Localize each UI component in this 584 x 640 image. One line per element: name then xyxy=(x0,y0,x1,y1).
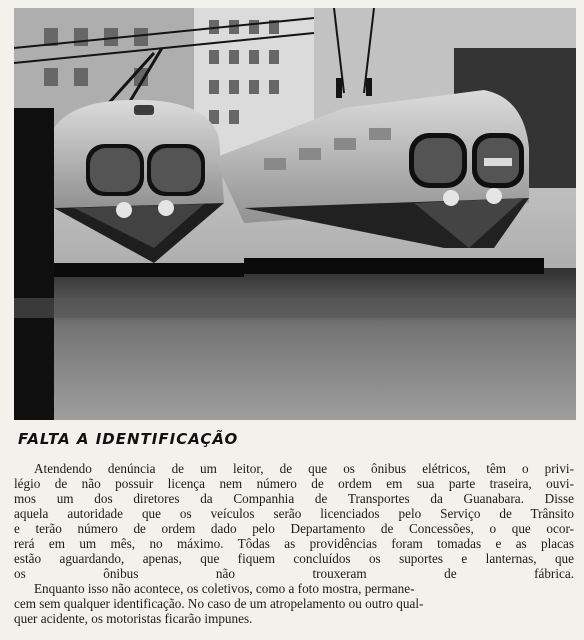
news-photo-trolleybuses xyxy=(14,8,576,420)
text-line: légio de não possuir licença nem número de ordem em sua parte traseira, ouvi- xyxy=(14,476,574,491)
text-line: cem sem qualquer identificação. No caso de um atropelamento ou outro qual- xyxy=(14,596,424,611)
text-line: os ônibus não trouxeram de fábrica. xyxy=(14,566,574,581)
article-headline: FALTA A IDENTIFICAÇÃO xyxy=(18,430,239,448)
text-line: Enquanto isso não acontece, os coletivos, como a foto mostra, permane- xyxy=(34,581,415,596)
text-line: quer acidente, os motoristas ficarão impunes. xyxy=(14,611,253,626)
text-line: rerá em um mês, no máximo. Tôdas as providências foram tomadas e as placas xyxy=(14,536,574,551)
text-line: Atendendo denúncia de um leitor, de que os ônibus elétricos, têm o privi- xyxy=(34,461,574,476)
text-line: estão aguardando, apenas, que fiquem concluídos os suportes e lanternas, que xyxy=(14,551,574,566)
trolleybus-photo-illustration xyxy=(14,8,576,420)
text-line: aquela autoridade que os veículos serão licenciados pelo Serviço de Trânsito xyxy=(14,506,574,521)
text-line: e terão número de ordem dado pelo Departamento de Concessões, o que ocor- xyxy=(14,521,574,536)
article-paragraph xyxy=(14,581,574,626)
article-paragraph xyxy=(14,461,574,581)
article-body xyxy=(14,461,574,626)
text-line: mos um dos diretores da Companhia de Transportes da Guanabara. Disse xyxy=(14,491,574,506)
